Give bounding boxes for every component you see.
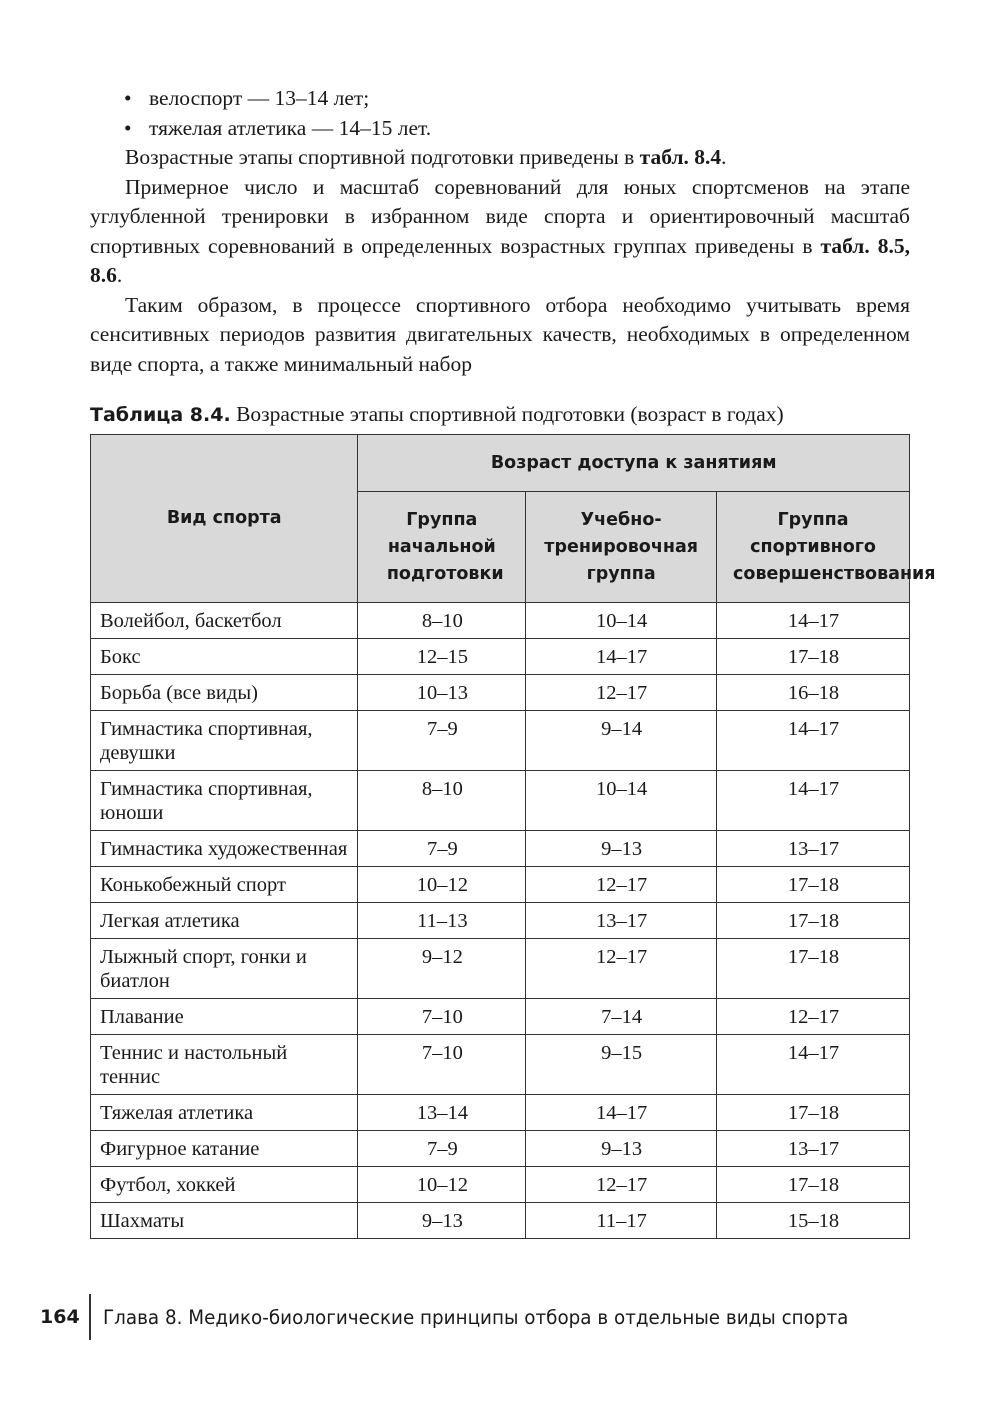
cell-age-range: 11–13 xyxy=(358,903,526,939)
header-advanced-group: Группа спортивного совершенствования xyxy=(717,492,910,603)
footer-divider xyxy=(89,1294,91,1340)
table-row xyxy=(91,1035,910,1095)
cell-age-range: 9–15 xyxy=(526,1035,717,1095)
cell-age-range: 12–17 xyxy=(526,867,717,903)
cell-age-range: 13–17 xyxy=(526,903,717,939)
bullet-text: тяжелая атлетика — 14–15 лет. xyxy=(149,115,432,140)
paragraph-competitions: Примерное число и масштаб соревнований для юных спортсменов на этапе углубленной тренировки в избранном виде спорта и ориентировочный масштаб спортивных соревнований в определенных возрастных группах приведены в табл. 8.5, 8.6. xyxy=(90,174,910,287)
cell-age-range: 9–14 xyxy=(526,711,717,771)
cell-age-range: 17–18 xyxy=(717,939,910,999)
header-training-group: Учебно-тренировочная группа xyxy=(526,492,717,603)
cell-age-range: 9–13 xyxy=(526,1131,717,1167)
table-row xyxy=(91,771,910,831)
cell-age-range: 17–18 xyxy=(717,1095,910,1131)
cell-sport: Бокс xyxy=(91,639,358,675)
age-stages-table xyxy=(90,434,936,1239)
cell-age-range: 14–17 xyxy=(526,1095,717,1131)
cell-age-range: 17–18 xyxy=(717,903,910,939)
cell-age-range: 7–9 xyxy=(358,711,526,771)
table-row xyxy=(91,1167,910,1203)
cell-age-range: 16–18 xyxy=(717,675,910,711)
table-body xyxy=(91,603,910,1239)
cell-age-range: 14–17 xyxy=(526,639,717,675)
header-initial-group: Группа начальной подготовки xyxy=(358,492,526,603)
table-row xyxy=(91,1131,910,1167)
cell-sport: Гимнастика спортивная, девушки xyxy=(91,711,358,771)
cell-age-range: 10–12 xyxy=(358,867,526,903)
paragraph-table-reference: Возрастные этапы спортивной подготовки приведены в табл. 8.4. xyxy=(125,145,727,169)
cell-sport: Теннис и настольный теннис xyxy=(91,1035,358,1095)
cell-sport: Шахматы xyxy=(91,1203,358,1239)
cell-age-range: 17–18 xyxy=(717,867,910,903)
bullet-marker: • xyxy=(124,115,132,140)
cell-age-range: 8–10 xyxy=(358,771,526,831)
cell-sport: Волейбол, баскетбол xyxy=(91,603,358,639)
cell-age-range: 12–17 xyxy=(526,939,717,999)
cell-age-range: 13–17 xyxy=(717,1131,910,1167)
cell-sport: Борьба (все виды) xyxy=(91,675,358,711)
chapter-title: Глава 8. Медико-биологические принципы отбора в отдельные виды спорта xyxy=(103,1306,849,1329)
table-row xyxy=(91,711,910,771)
cell-age-range: 17–18 xyxy=(717,639,910,675)
cell-age-range: 12–17 xyxy=(526,1167,717,1203)
cell-age-range: 7–10 xyxy=(358,999,526,1035)
cell-age-range: 15–18 xyxy=(717,1203,910,1239)
cell-sport: Лыжный спорт, гонки и биатлон xyxy=(91,939,358,999)
bullet-text: велоспорт — 13–14 лет; xyxy=(149,86,370,110)
cell-age-range: 10–14 xyxy=(526,771,717,831)
header-access-age: Возраст доступа к занятиям xyxy=(358,435,910,492)
table-row xyxy=(91,831,910,867)
table-row xyxy=(91,939,910,999)
table-row xyxy=(91,867,910,903)
table-row xyxy=(91,999,910,1035)
table-reference: табл. 8.5, 8.6 xyxy=(90,233,910,287)
cell-sport: Плавание xyxy=(91,999,358,1035)
cell-age-range: 12–15 xyxy=(358,639,526,675)
table-row xyxy=(91,603,910,639)
table-caption xyxy=(90,402,920,427)
table-caption-text: Возрастные этапы спортивной подготовки (возраст в годах) xyxy=(230,402,784,426)
cell-age-range: 12–17 xyxy=(717,999,910,1035)
cell-sport: Тяжелая атлетика xyxy=(91,1095,358,1131)
cell-age-range: 8–10 xyxy=(358,603,526,639)
cell-age-range: 14–17 xyxy=(717,603,910,639)
cell-age-range: 13–17 xyxy=(717,831,910,867)
cell-age-range: 9–13 xyxy=(526,831,717,867)
cell-age-range: 17–18 xyxy=(717,1167,910,1203)
cell-age-range: 10–14 xyxy=(526,603,717,639)
table-row xyxy=(91,903,910,939)
cell-age-range: 7–14 xyxy=(526,999,717,1035)
cell-age-range: 11–17 xyxy=(526,1203,717,1239)
page-number: 164 xyxy=(40,1306,80,1328)
cell-sport: Футбол, хоккей xyxy=(91,1167,358,1203)
cell-age-range: 7–9 xyxy=(358,831,526,867)
body-text xyxy=(90,84,910,379)
header-sport: Вид спорта xyxy=(91,435,358,603)
cell-sport: Легкая атлетика xyxy=(91,903,358,939)
table-row xyxy=(91,1095,910,1131)
bullet-item xyxy=(90,114,910,144)
bullet-marker: • xyxy=(124,86,132,110)
cell-age-range: 14–17 xyxy=(717,771,910,831)
cell-age-range: 10–12 xyxy=(358,1167,526,1203)
cell-sport: Гимнастика спортивная, юноши xyxy=(91,771,358,831)
paragraph-selection: Таким образом, в процессе спортивного отбора необходимо учитывать время сенситивных периодов развития двигательных качеств, необходимых в определенном виде спорта, а также минимальный набор xyxy=(90,292,910,376)
table-caption-label: Таблица 8.4. xyxy=(90,404,231,426)
cell-age-range: 7–9 xyxy=(358,1131,526,1167)
bullet-item xyxy=(90,84,910,114)
cell-age-range: 9–12 xyxy=(358,939,526,999)
table-row xyxy=(91,675,910,711)
table-row xyxy=(91,639,910,675)
table-row xyxy=(91,1203,910,1239)
cell-age-range: 12–17 xyxy=(526,675,717,711)
cell-age-range: 14–17 xyxy=(717,711,910,771)
table-reference: табл. 8.4 xyxy=(639,145,722,169)
cell-age-range: 14–17 xyxy=(717,1035,910,1095)
cell-age-range: 10–13 xyxy=(358,675,526,711)
cell-age-range: 9–13 xyxy=(358,1203,526,1239)
cell-sport: Конькобежный спорт xyxy=(91,867,358,903)
cell-sport: Фигурное катание xyxy=(91,1131,358,1167)
cell-age-range: 13–14 xyxy=(358,1095,526,1131)
cell-age-range: 7–10 xyxy=(358,1035,526,1095)
cell-sport: Гимнастика художественная xyxy=(91,831,358,867)
